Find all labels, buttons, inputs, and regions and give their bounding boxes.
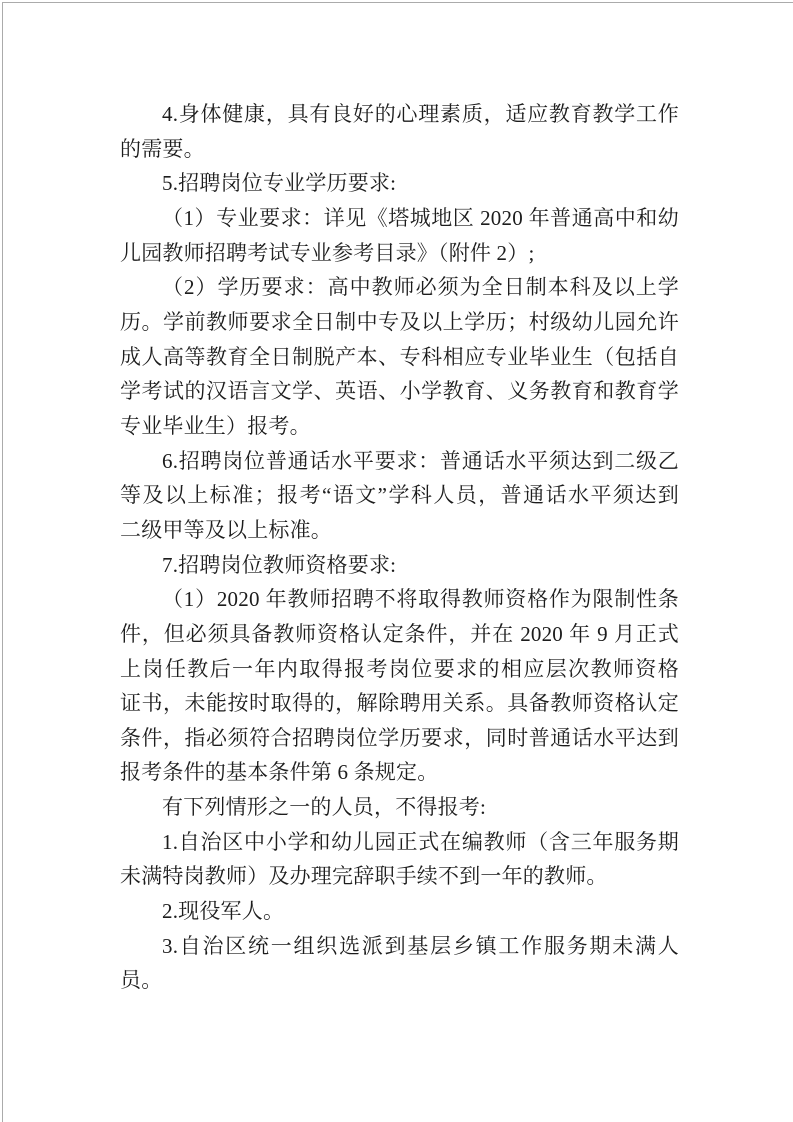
text-line: 4.身体健康，具有良好的心理素质，适应教育教学工作	[162, 102, 679, 126]
text-line: 历。学前教师要求全日制中专及以上学历；村级幼儿园允许	[120, 309, 679, 334]
text-line: 证书，未能按时取得的，解除聘用关系。具备教师资格认定	[120, 691, 679, 716]
text-line: 的需要。	[120, 136, 205, 161]
text-line: 报考条件的基本条件第 6 条规定。	[120, 760, 439, 785]
text-line: 专业毕业生）报考。	[120, 413, 311, 438]
text-line: 件，但必须具备教师资格认定条件，并在 2020 年 9 月正式	[120, 621, 679, 646]
text-line: 6.招聘岗位普通话水平要求：普通话水平须达到二级乙	[162, 448, 679, 473]
text-line: 儿园教师招聘考试专业参考目录》（附件 2）;	[120, 240, 535, 265]
text-line: 二级甲等及以上标准。	[120, 517, 332, 542]
text-line: 未满特岗教师）及办理完辞职手续不到一年的教师。	[120, 864, 608, 889]
text-line: 上岗任教后一年内取得报考岗位要求的相应层次教师资格	[120, 656, 679, 681]
text-line: 等及以上标准；报考“语文”学科人员，普通话水平须达到	[120, 483, 679, 508]
text-line: （1）2020 年教师招聘不将取得教师资格作为限制性条	[162, 587, 679, 612]
text-line: 7.招聘岗位教师资格要求:	[162, 552, 397, 577]
text-line: 学考试的汉语言文学、英语、小学教育、义务教育和教育学	[120, 379, 679, 404]
text-line: （2）学历要求：高中教师必须为全日制本科及以上学	[162, 275, 679, 300]
text-line: 3.自治区统一组织选派到基层乡镇工作服务期未满人	[162, 933, 679, 958]
text-line: 条件，指必须符合招聘岗位学历要求，同时普通话水平达到	[120, 725, 679, 750]
text-line: 有下列情形之一的人员，不得报考:	[162, 795, 487, 820]
text-line: 5.招聘岗位专业学历要求:	[162, 171, 397, 196]
page-edge-left-line	[2, 2, 3, 1122]
text-line: 员。	[120, 968, 163, 993]
text-line: 成人高等教育全日制脱产本、专科相应专业毕业生（包括自	[120, 344, 679, 369]
text-line: 2.现役军人。	[162, 899, 285, 924]
document-body	[120, 97, 679, 998]
text-line: 1.自治区中小学和幼儿园正式在编教师（含三年服务期	[162, 829, 679, 854]
page-edge-top-line	[2, 2, 793, 3]
text-line: （1）专业要求：详见《塔城地区 2020 年普通高中和幼	[162, 205, 679, 230]
